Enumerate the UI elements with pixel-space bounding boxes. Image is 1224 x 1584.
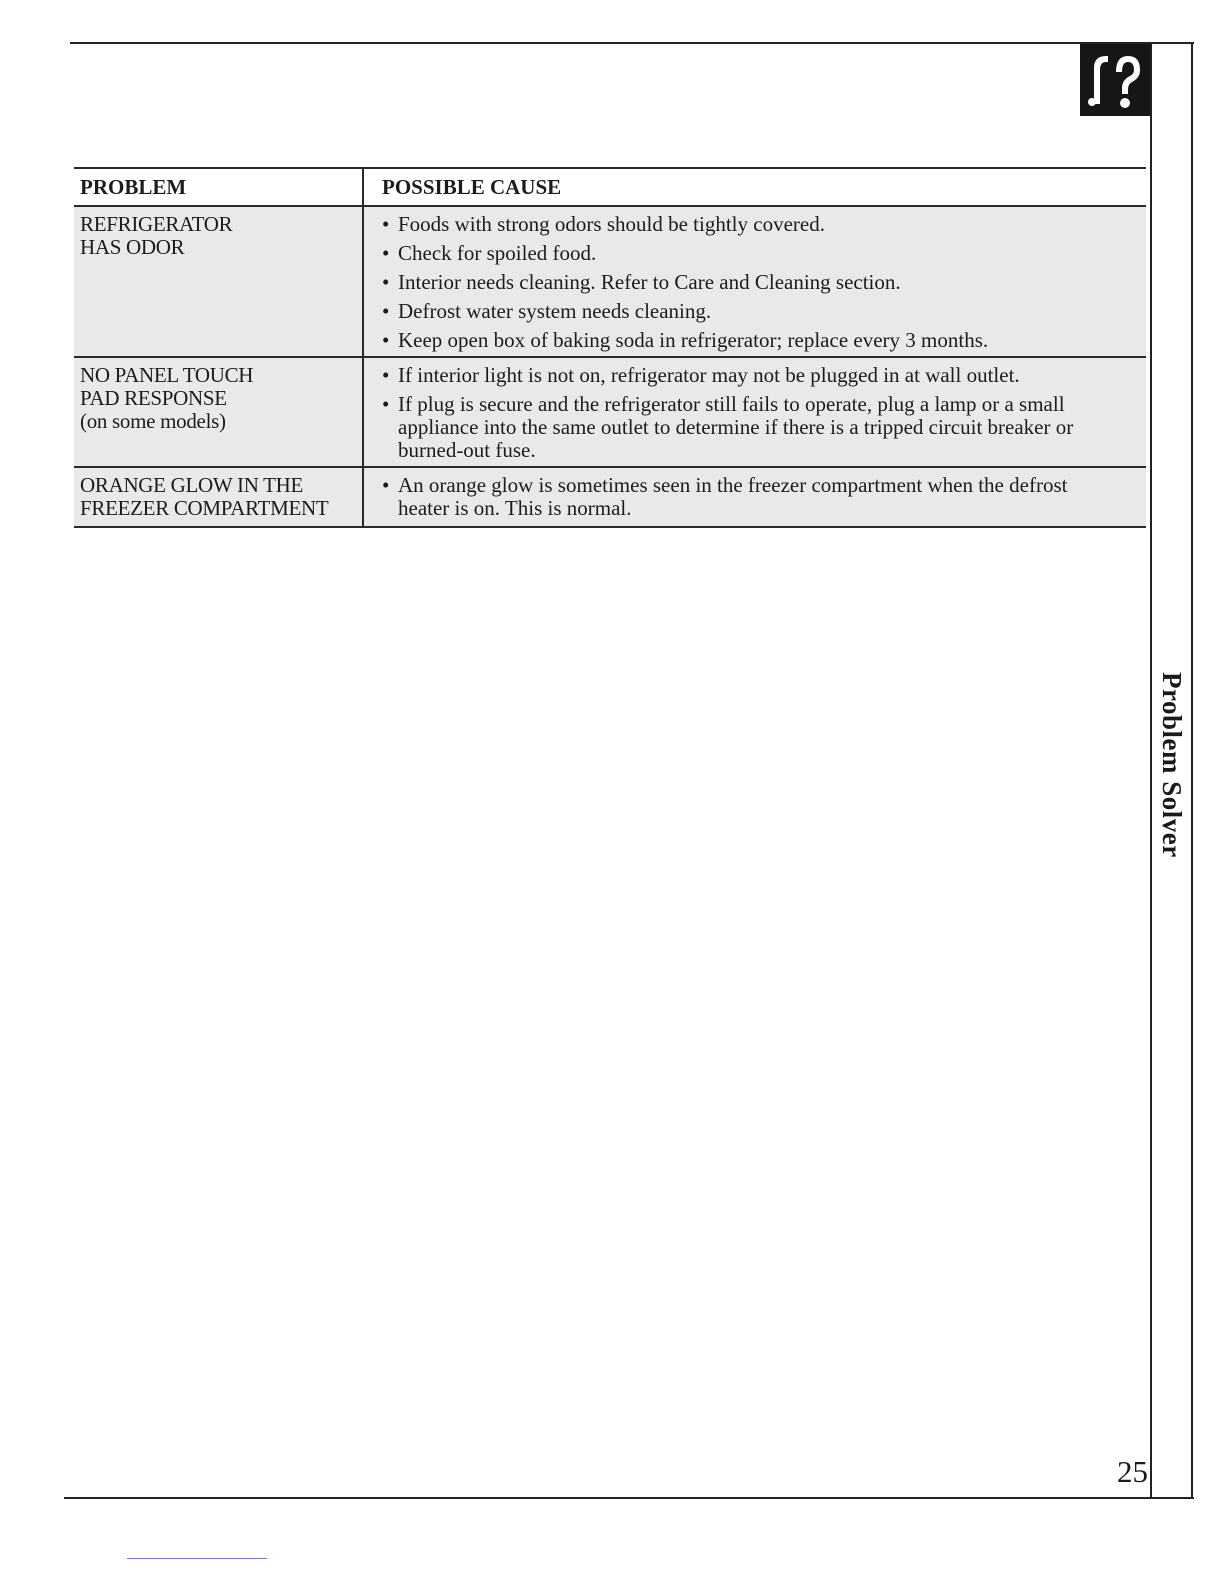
problem-text: PAD RESPONSE [80, 386, 227, 410]
cause-list [382, 364, 1120, 462]
side-tab-label: Problem Solver [1157, 672, 1187, 858]
page-number: 25 [1117, 1454, 1148, 1489]
problem-solver-table [74, 167, 1146, 528]
table-row-refrigerator-odor [74, 206, 1146, 357]
problem-text: FREEZER COMPARTMENT [80, 496, 329, 520]
cause-item: • Foods with strong odors should be tightly covered. [382, 213, 1120, 236]
cause-item: • If plug is secure and the refrigerator still fails to operate, plug a lamp or a small appliance into the same outlet to determine if there is a tripped circuit breaker or burned-out fuse. [382, 393, 1120, 462]
cause-item: • Defrost water system needs cleaning. [382, 300, 1120, 323]
cause-cell [363, 357, 1146, 467]
problem-text: NO PANEL TOUCH [80, 363, 254, 387]
cause-item: • Check for spoiled food. [382, 242, 1120, 265]
cause-cell [363, 467, 1146, 527]
cause-item: • Keep open box of baking soda in refrigerator; replace every 3 months. [382, 329, 1120, 352]
problem-text: HAS ODOR [80, 235, 185, 259]
bottom-rule [64, 1497, 1194, 1499]
top-rule [70, 42, 1194, 44]
cause-list [382, 474, 1120, 520]
table-row-orange-glow [74, 467, 1146, 527]
problem-cell [74, 357, 363, 467]
cause-item: • If interior light is not on, refrigerator may not be plugged in at wall outlet. [382, 364, 1120, 387]
problem-column-header: PROBLEM [74, 168, 363, 206]
right-frame-rule [1191, 42, 1193, 1499]
table-header-row [74, 168, 1146, 206]
cause-list [382, 213, 1120, 352]
problem-cell [74, 467, 363, 527]
problem-text: ORANGE GLOW IN THE [80, 473, 304, 497]
problem-note: (on some models) [80, 409, 226, 433]
question-mark-icon [1080, 44, 1150, 116]
cause-item: • Interior needs cleaning. Refer to Care and Cleaning section. [382, 271, 1120, 294]
possible-cause-column-header: POSSIBLE CAUSE [363, 168, 1146, 206]
problem-text: REFRIGERATOR [80, 212, 233, 236]
footer-underline [127, 1558, 267, 1559]
cause-item: • An orange glow is sometimes seen in the freezer compartment when the defrost heater is on. This is normal. [382, 474, 1120, 520]
cause-cell [363, 206, 1146, 357]
table-row-no-panel-response [74, 357, 1146, 467]
side-tab-problem-solver [1152, 672, 1191, 872]
problem-cell [74, 206, 363, 357]
